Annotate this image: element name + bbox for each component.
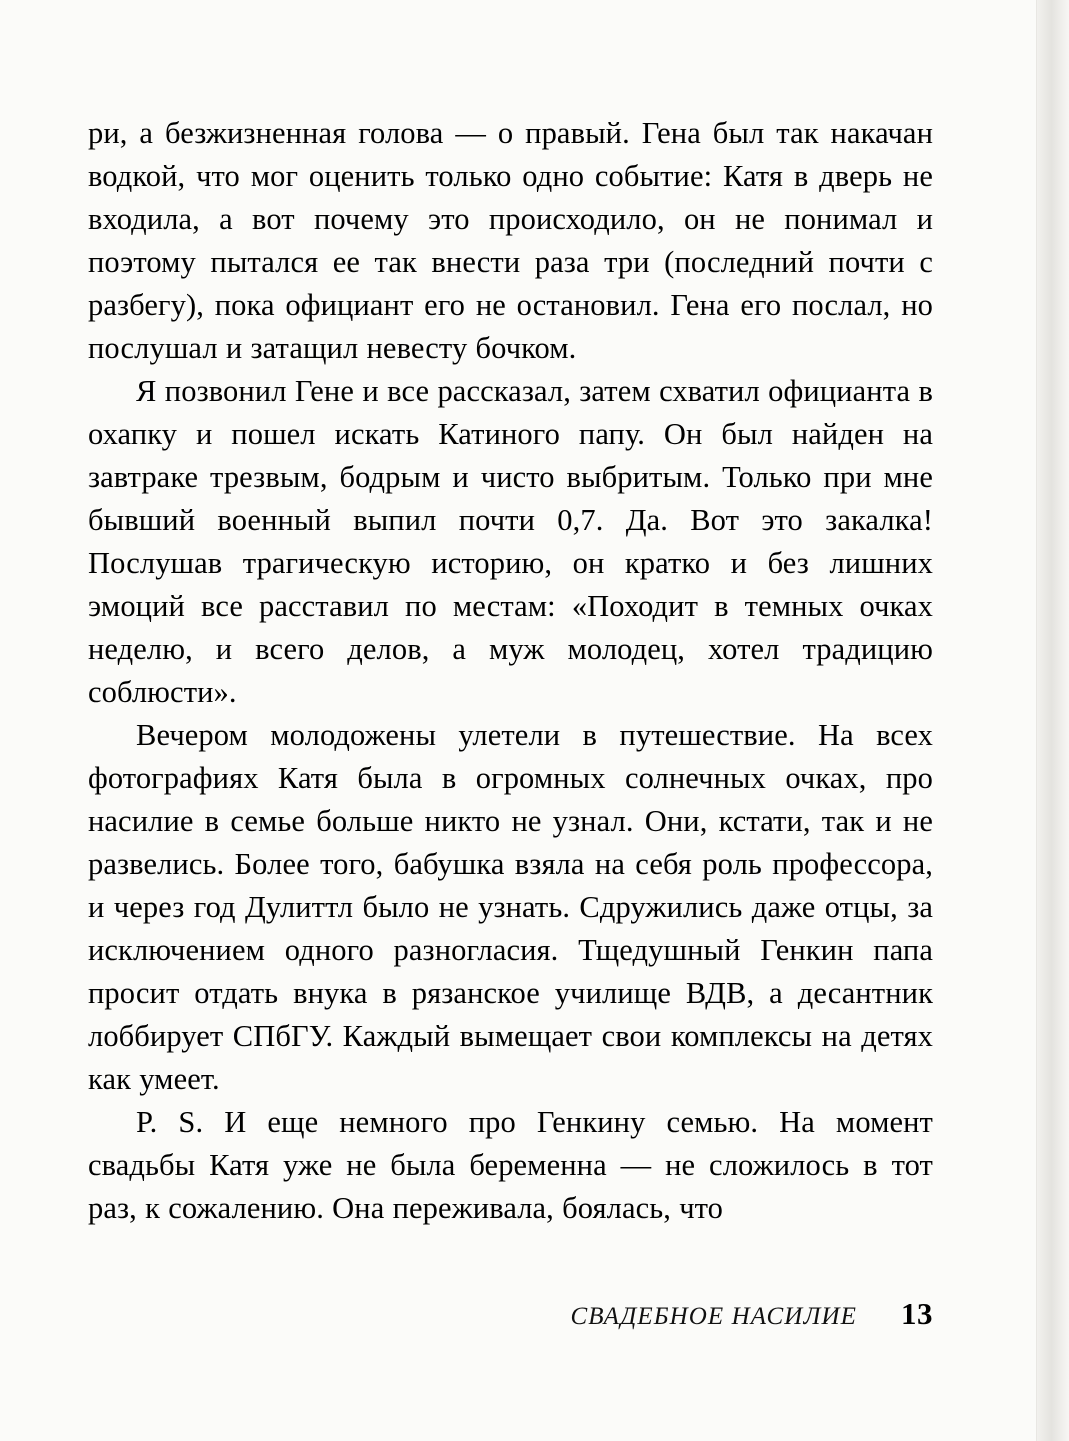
page-edge-shadow (1037, 0, 1069, 1441)
paragraph-2: Я позвонил Гене и все рассказал, затем схватил официанта в охапку и пошел искать Катиного папу. Он был найден на завтраке трезвым, бодрым и чисто выбритым. Только при мне бывший военный выпил почти 0,7. Да. Вот это закалка! Послушав трагическую историю, он кратко и без лишних эмоций все расставил по местам: «Походит в темных очках неделю, и всего делов, а муж молодец, хотел традицию соблюсти». (88, 374, 933, 709)
paragraph-3: Вечером молодожены улетели в путешествие. На всех фотографиях Катя была в огромных солнечных очках, про насилие в семье больше никто не узнал. Они, кстати, так и не развелись. Более того, бабушка взяла на себя роль профессора, и через год Дулиттл было не узнать. Сдружились даже отцы, за исключением одного разногласия. Тщедушный Генкин папа просит отдать внука в рязанское училище ВДВ, а десантник лоббирует СПбГУ. Каждый вымещает свои комплексы на детях как умеет. (88, 718, 933, 1096)
running-title: СВАДЕБНОЕ НАСИЛИЕ (570, 1303, 857, 1330)
body-text-column (88, 112, 933, 1230)
page-number: 13 (901, 1296, 933, 1331)
page-edge-line (1036, 0, 1037, 1441)
paragraph-1: ри, а безжизненная голова — о правый. Гена был так накачан водкой, что мог оценить только одно событие: Катя в дверь не входила, а вот почему это происходило, он не понимал и поэтому пытался ее так внести раза три (последний почти с разбегу), пока официант его не остановил. Гена его послал, но послушал и затащил невесту бочком. (88, 116, 933, 365)
paragraph-4: P. S. И еще немного про Генкину семью. На момент свадьбы Катя уже не была беременна — не сложилось в тот раз, к сожалению. Она переживала, боялась, что (88, 1105, 933, 1225)
page-footer (88, 1296, 933, 1332)
